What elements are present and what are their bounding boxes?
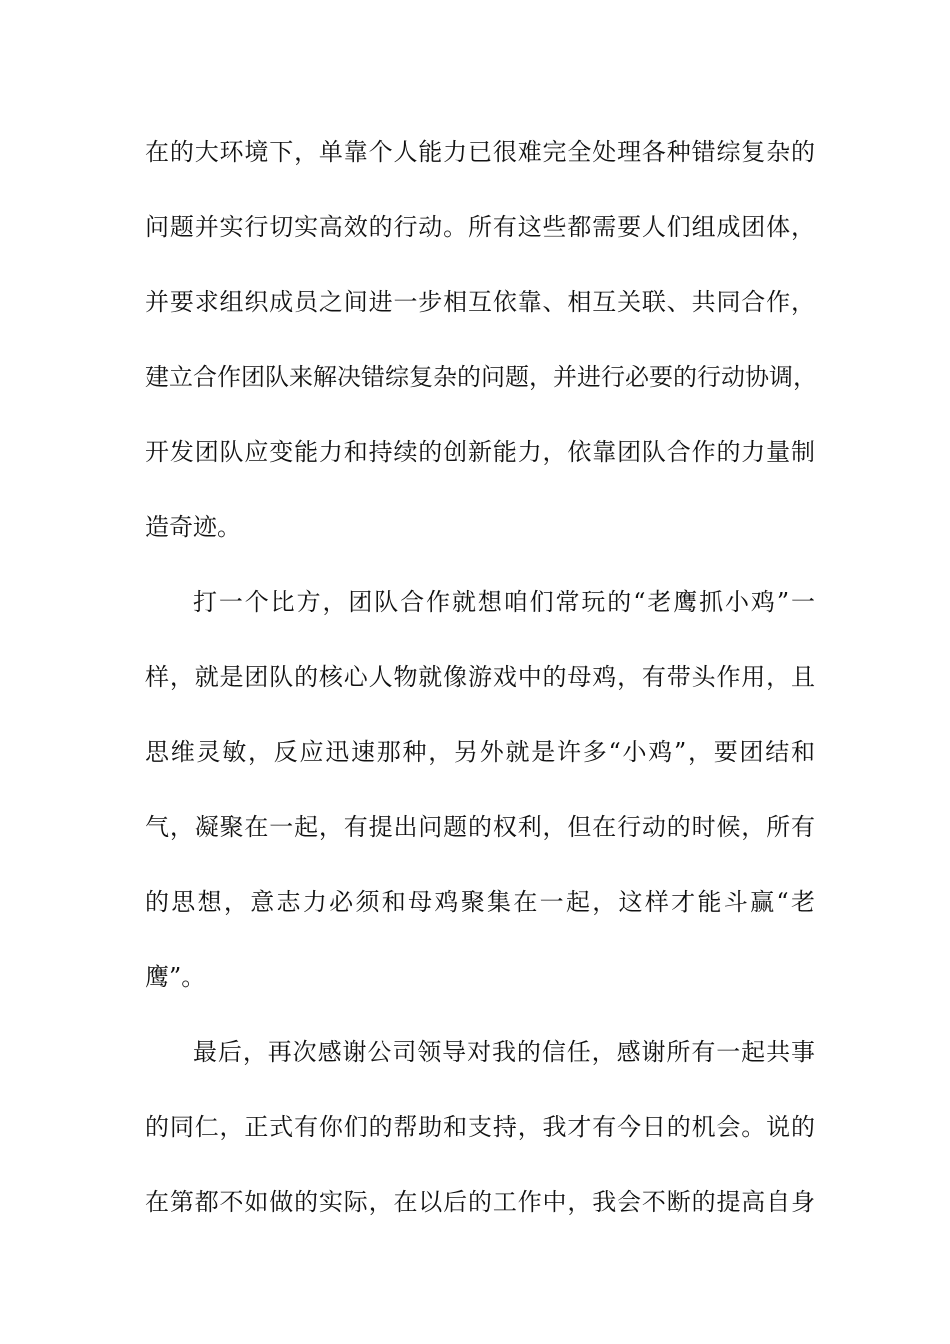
- paragraph-first-line: 打一个比方，团队合作就想咱们常玩的“老鹰抓小鸡”一: [193, 588, 815, 616]
- text-line: 气，凝聚在一起，有提出问题的权利，但在行动的时候，所有: [145, 813, 815, 841]
- text-line: 鹰”。: [145, 963, 206, 991]
- text-line: 问题并实行切实高效的行动。所有这些都需要人们组成团体，: [145, 213, 815, 241]
- text-line: 的同仁，正式有你们的帮助和支持，我才有今日的机会。说的: [145, 1113, 815, 1141]
- text-line: 开发团队应变能力和持续的创新能力，依靠团队合作的力量制: [145, 438, 815, 466]
- text-line: 样，就是团队的核心人物就像游戏中的母鸡，有带头作用，且: [145, 663, 815, 691]
- text-line: 思维灵敏，反应迅速那种，另外就是许多“小鸡”，要团结和: [145, 738, 815, 766]
- paragraph-first-line: 最后，再次感谢公司领导对我的信任，感谢所有一起共事: [193, 1038, 815, 1066]
- text-line: 的思想，意志力必须和母鸡聚集在一起，这样才能斗赢“老: [145, 888, 815, 916]
- text-line: 在第都不如做的实际，在以后的工作中，我会不断的提高自身: [145, 1188, 815, 1216]
- body-text: [145, 128, 815, 1253]
- text-line: 并要求组织成员之间进一步相互依靠、相互关联、共同合作，: [145, 288, 815, 316]
- text-line: 造奇迹。: [145, 513, 241, 541]
- text-line: 建立合作团队来解决错综复杂的问题，并进行必要的行动协调，: [145, 363, 817, 391]
- text-line: 在的大环境下，单靠个人能力已很难完全处理各种错综复杂的: [145, 138, 815, 166]
